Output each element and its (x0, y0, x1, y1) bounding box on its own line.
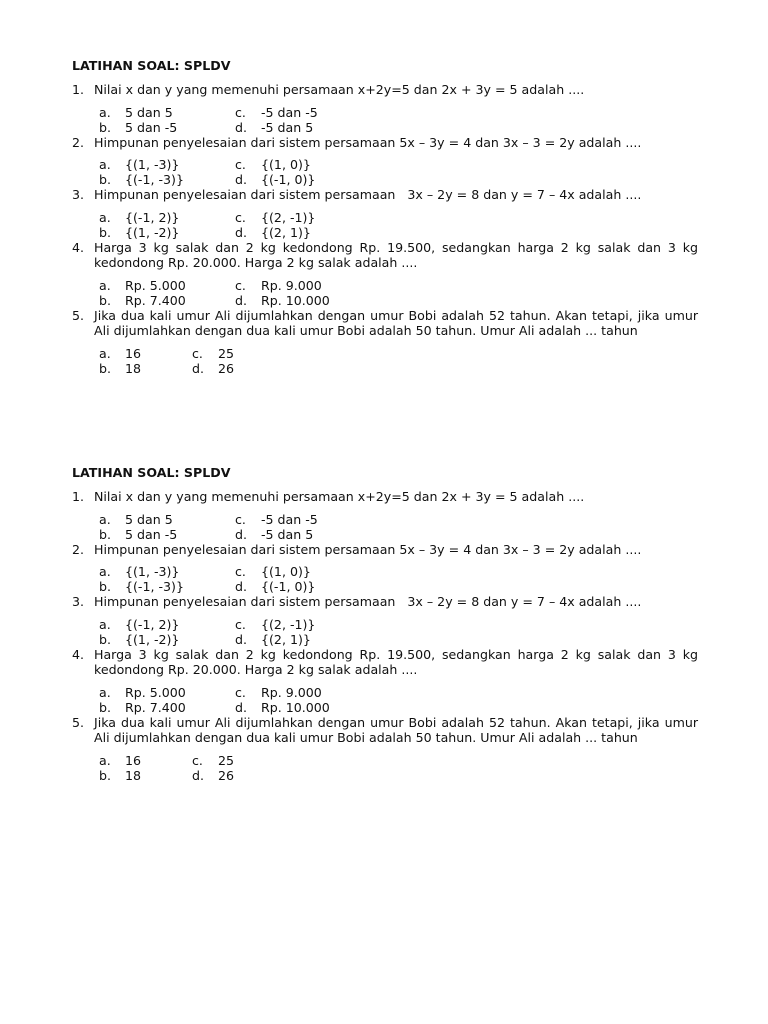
question-text: Jika dua kali umur Ali dijumlahkan dengan umur Bobi adalah 52 tahun. Akan tetapi, jika umur Ali dijumlahkan dengan dua kali umur Bobi adalah 50 tahun. Umur Ali adalah ... tahun (94, 714, 698, 745)
option-b: b. {(1, -2)} (99, 224, 180, 240)
option-a: a. Rp. 5.000 (99, 684, 186, 700)
answer-options (99, 685, 698, 715)
answer-options (99, 346, 698, 376)
option-a: a. {(1, -3)} (99, 564, 180, 579)
question-1 (72, 489, 698, 505)
answer-options (99, 105, 698, 135)
option-b: b. 18 (99, 360, 142, 376)
answer-options (99, 157, 698, 187)
option-a: a. {(-1, 2)} (99, 209, 180, 225)
option-b: b. {(-1, -3)} (99, 172, 184, 187)
option-c: c. {(1, 0)} (235, 564, 311, 579)
question-text: Nilai x dan y yang memenuhi persamaan x+2y=5 dan 2x + 3y = 5 adalah .... (94, 82, 585, 97)
question-text: Harga 3 kg salak dan 2 kg kedondong Rp. 19.500, sedangkan harga 2 kg salak dan 3 kg kedondong Rp. 20.000. Harga 2 kg salak adalah .... (94, 646, 698, 677)
option-c: c. Rp. 9.000 (235, 277, 322, 293)
option-d: d. {(-1, 0)} (235, 172, 316, 187)
question-text: Harga 3 kg salak dan 2 kg kedondong Rp. 19.500, sedangkan harga 2 kg salak dan 3 kg kedondong Rp. 20.000. Harga 2 kg salak adalah .... (94, 239, 698, 270)
answer-options (99, 210, 698, 240)
answer-options (99, 617, 698, 647)
option-d: d. -5 dan 5 (235, 119, 314, 135)
question-text: Himpunan penyelesaian dari sistem persamaan 3x – 2y = 8 dan y = 7 – 4x adalah .... (94, 594, 642, 609)
option-d: d. {(2, 1)} (235, 224, 311, 240)
option-d: d. {(2, 1)} (235, 631, 311, 647)
answer-options (99, 753, 698, 783)
option-c: c. Rp. 9.000 (235, 684, 322, 700)
question-number: 1. (72, 82, 85, 97)
option-d: d. Rp. 10.000 (235, 699, 330, 715)
option-b: b. {(1, -2)} (99, 631, 180, 647)
option-c: c. {(2, -1)} (235, 209, 316, 225)
option-d: d. -5 dan 5 (235, 526, 314, 542)
option-b: b. 5 dan -5 (99, 526, 178, 542)
option-a: a. 16 (99, 752, 142, 768)
question-text: Himpunan penyelesaian dari sistem persamaan 5x – 3y = 4 dan 3x – 3 = 2y adalah .... (94, 541, 642, 557)
option-b: b. 18 (99, 767, 142, 783)
question-3 (72, 187, 698, 203)
question-number: 3. (72, 594, 85, 609)
question-number: 2. (72, 134, 85, 150)
option-a: a. 5 dan 5 (99, 104, 173, 120)
option-b: b. Rp. 7.400 (99, 292, 186, 308)
question-text: Nilai x dan y yang memenuhi persamaan x+2y=5 dan 2x + 3y = 5 adalah .... (94, 489, 585, 504)
option-a: a. {(1, -3)} (99, 157, 180, 172)
question-number: 4. (72, 239, 85, 255)
question-1 (72, 82, 698, 98)
option-c: c. -5 dan -5 (235, 511, 318, 527)
answer-options (99, 512, 698, 542)
question-2 (72, 135, 698, 151)
question-text: Jika dua kali umur Ali dijumlahkan dengan umur Bobi adalah 52 tahun. Akan tetapi, jika umur Ali dijumlahkan dengan dua kali umur Bobi adalah 50 tahun. Umur Ali adalah ... tahun (94, 307, 698, 338)
question-number: 4. (72, 646, 85, 662)
question-4 (72, 240, 698, 271)
option-b: b. 5 dan -5 (99, 119, 178, 135)
worksheet-title: LATIHAN SOAL: SPLDV (72, 58, 231, 73)
question-4 (72, 647, 698, 678)
answer-options (99, 564, 698, 594)
option-d: d. 26 (192, 767, 235, 783)
option-a: a. 16 (99, 345, 142, 361)
option-c: c. {(1, 0)} (235, 157, 311, 172)
option-b: b. Rp. 7.400 (99, 699, 186, 715)
option-d: d. {(-1, 0)} (235, 579, 316, 594)
question-text: Himpunan penyelesaian dari sistem persamaan 3x – 2y = 8 dan y = 7 – 4x adalah .... (94, 187, 642, 202)
answer-options (99, 278, 698, 308)
question-5 (72, 715, 698, 746)
option-a: a. {(-1, 2)} (99, 616, 180, 632)
question-number: 2. (72, 541, 85, 557)
option-d: d. Rp. 10.000 (235, 292, 330, 308)
question-text: Himpunan penyelesaian dari sistem persamaan 5x – 3y = 4 dan 3x – 3 = 2y adalah .... (94, 134, 642, 150)
question-number: 1. (72, 489, 85, 504)
worksheet-1 (72, 58, 698, 376)
question-number: 5. (72, 307, 85, 323)
worksheet-title: LATIHAN SOAL: SPLDV (72, 465, 231, 480)
question-number: 3. (72, 187, 85, 202)
option-c: c. 25 (192, 345, 235, 361)
option-c: c. 25 (192, 752, 235, 768)
option-b: b. {(-1, -3)} (99, 579, 184, 594)
option-d: d. 26 (192, 360, 235, 376)
question-number: 5. (72, 714, 85, 730)
option-c: c. {(2, -1)} (235, 616, 316, 632)
option-a: a. 5 dan 5 (99, 511, 173, 527)
worksheet-2 (72, 465, 698, 783)
option-c: c. -5 dan -5 (235, 104, 318, 120)
question-2 (72, 542, 698, 558)
question-5 (72, 308, 698, 339)
question-3 (72, 594, 698, 610)
option-a: a. Rp. 5.000 (99, 277, 186, 293)
